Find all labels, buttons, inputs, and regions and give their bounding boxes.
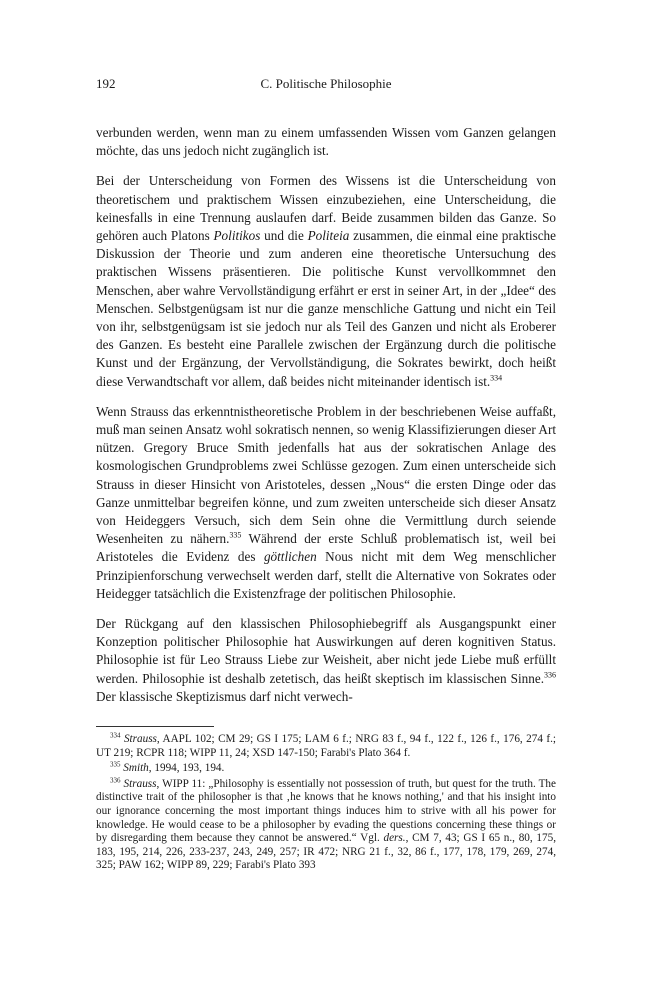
page-header [96, 76, 556, 96]
footnote-ref[interactable]: 335 [229, 530, 242, 540]
emphasis: Politikos [213, 228, 261, 244]
footnote-ref[interactable]: 336 [544, 670, 556, 680]
paragraph: verbunden werden, wenn man zu einem umfassenden Wissen vom Ganzen gelangen möchte, das uns jedoch nicht zugänglich ist. [96, 125, 556, 159]
emphasis: göttlichen [263, 549, 317, 565]
paragraph: Wenn Strauss das erkenntnistheoretische Problem in der beschriebenen Weise auffaßt, muß man seinen Ansatz wohl sokratisch nennen, so wenig Klassifizierungen dieser Art nützen. Gregory Bruce Smith jedenfalls hat aus der sokratischen Anlage des kosmologischen Grundproblems zwei Schlüsse gezogen. Zum einen unterscheide sich Strauss in dieser Hinsicht von Aristoteles, dessen „Nous“ die ersten Dinge oder das Ganze unmittelbar begreifen könne, und zum zweiten unterscheide sich dieser Ansatz von Heideggers Versuch, sich dem Sein ohne die Vermittlung durch seiende Wesenheiten zu nähern.$^{335}$ Während der erste Schluß problematisch ist, weil bei Aristoteles die Evidenz des göttlichen Nous nicht mit dem Weg menschlicher Prinzipienforschung verwechselt werden darf, stellt die Alternative von Sokrates oder Heidegger tatsächlich die Existenzfrage der politischen Philosophie. [96, 403, 556, 601]
paragraph: Bei der Unterscheidung von Formen des Wissens ist die Unterscheidung von theoretischem und praktischem Wissen einzubeziehen, eine Unterscheidung, die keinesfalls in eine Trennung auslaufen darf. Beide zusammen bilden das Ganze. So gehören auch Platons Politikos und die Politeia zusammen, die einmal eine praktische Diskussion der Theorie und zum anderen eine theoretische Untersuchung des praktischen Wissens präsentieren. Die politische Kunst vervollkommnet den Menschen, aber wahre Vervollständigung erfährt er erst in seiner Art, in der „Idee“ des Menschen. Selbstgenügsam ist nur die ganze menschliche Gattung und nicht ein Teil von ihr, selbstgenügsam ist sie jedoch nur als Teil des Ganzen und nicht als Eroberer des Ganzen. Es besteht eine Parallele zwischen der Ergänzung durch die politische Kunst und der Ergänzung, der Vervollständigung, die Sokrates bewirkt, doch heißt diese Verwandtschaft vor allem, daß beides nicht miteinander identisch ist.$^{334}$ [96, 173, 556, 389]
footnote: $^{334}$ Strauss, AAPL 102; CM 29; GS I 175; LAM 6 f.; NRG 83 f., 94 f., 122 f., 126 f., 176, 274 f.; UT 219; RCPR 118; WIPP 11, 24; XSD 147-150; Farabi's Plato 364 f. [96, 731, 557, 759]
emphasis: Politeia [307, 228, 350, 244]
footnote: $^{336}$ Strauss, WIPP 11: „Philosophy is essentially not possession of truth, but quest for the truth. The distinctive trait of the philosopher is that ‚he knows that he knows nothing,' and that his insight into our ignorance concerning the most important things induces him to strive with all his power for knowledge. He would cease to be a philosopher by evading the questions concerning these things or by disregarding them because they cannot be answered.“ Vgl. ders., CM 7, 43; GS I 65 n., 80, 175, 183, 195, 214, 226, 233-237, 243, 249, 257; IR 472; NRG 21 f., 32, 86 f., 177, 178, 179, 269, 274, 325; PAW 162; WIPP 89, 229; Farabi's Plato 393 [96, 776, 556, 872]
footnote-separator [96, 726, 214, 727]
paragraph: Der Rückgang auf den klassischen Philosophiebegriff als Ausgangspunkt einer Konzeption politischer Philosophie hat Auswirkungen auf deren kognitiven Status. Philosophie ist für Leo Strauss Liebe zur Weisheit, aber nicht jede Liebe muß erfüllt werden. Philosophie ist deshalb zetetisch, das heißt skeptisch im klassischen Sinne.$^{336}$ Der klassische Skeptizismus darf nicht verwech- [96, 616, 556, 704]
book-page [96, 76, 556, 875]
body-text [96, 124, 556, 706]
footnote-ref[interactable]: 334 [490, 373, 503, 383]
running-head: C. Politische Philosophie [260, 76, 392, 91]
footnotes [96, 733, 556, 873]
page-number: 192 [96, 76, 116, 91]
footnote: $^{335}$ Smith, 1994, 193, 194. [110, 760, 225, 775]
